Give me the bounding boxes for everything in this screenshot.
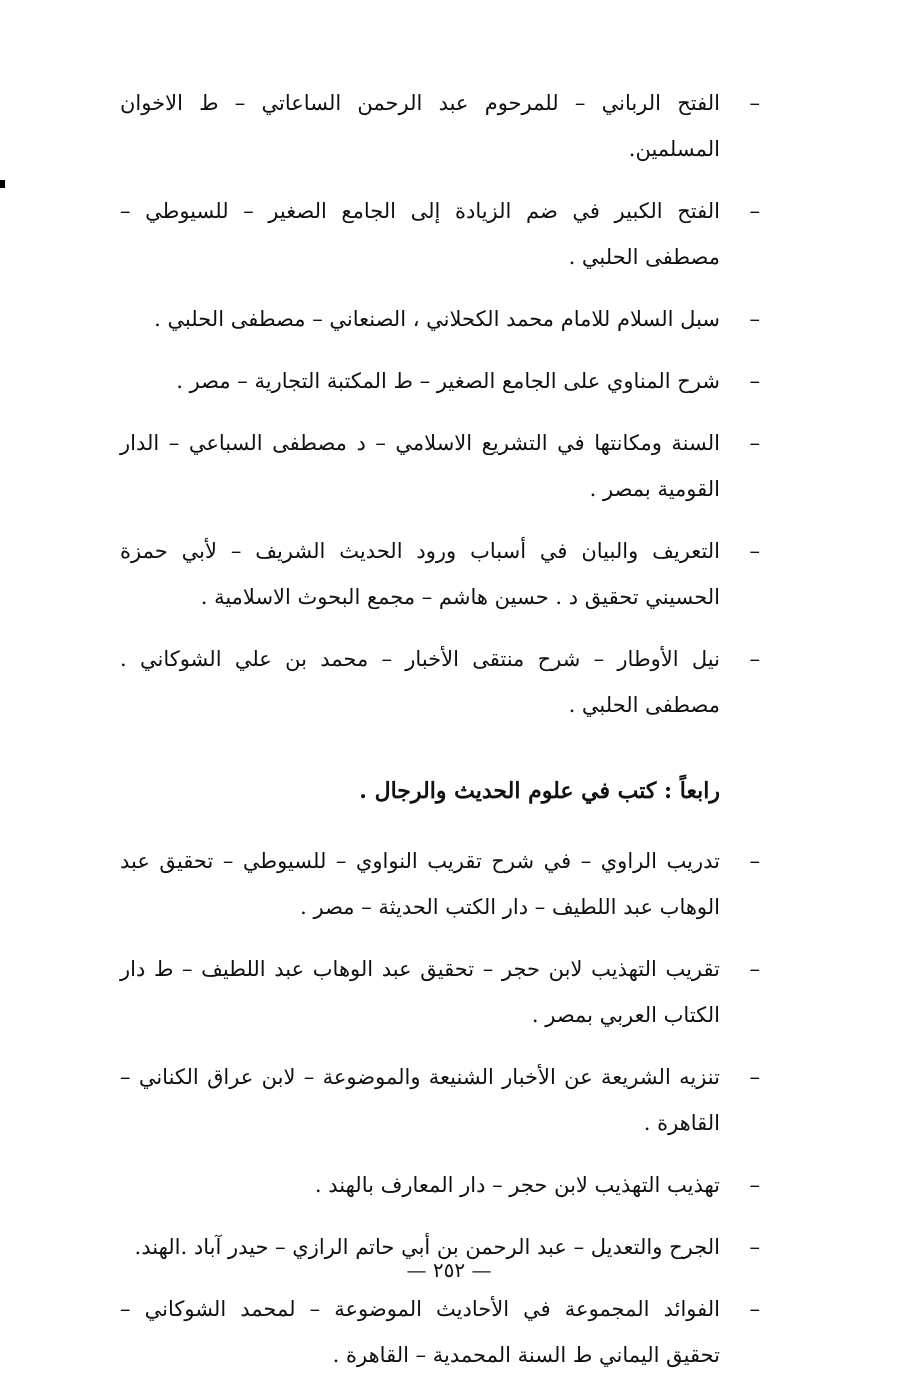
entry-dash: – xyxy=(749,647,760,671)
entry-dash: – xyxy=(749,369,760,393)
bibliography-page xyxy=(120,80,760,1394)
entry-dash: – xyxy=(749,307,760,331)
entry-dash: – xyxy=(749,539,760,563)
entry-dash: – xyxy=(749,91,760,115)
entry-text: تهذيب التهذيب لابن حجر – دار المعارف بالهند . xyxy=(314,1173,720,1197)
entry-text: الفتح الكبير في ضم الزيادة إلى الجامع الصغير – للسيوطي – مصطفى الحلبي . xyxy=(120,199,720,269)
entry-dash: – xyxy=(749,1297,760,1321)
entry-text: الجرح والتعديل – عبد الرحمن بن أبي حاتم الرازي – حيدر آباد .الهند. xyxy=(134,1235,720,1259)
entry-dash: – xyxy=(749,1065,760,1089)
entry xyxy=(120,188,760,280)
entry xyxy=(120,838,760,930)
entry-text: التعريف والبيان في أسباب ورود الحديث الشريف – لأبي حمزة الحسيني تحقيق د . حسين هاشم – مجمع البحوث الاسلامية . xyxy=(120,539,720,609)
entry-dash: – xyxy=(749,1235,760,1259)
entry xyxy=(120,358,760,404)
entry-text: شرح المناوي على الجامع الصغير – ط المكتبة التجارية – مصر . xyxy=(176,369,720,393)
entry-text: الفتح الرباني – للمرحوم عبد الرحمن الساعاتي – ط الاخوان المسلمين. xyxy=(120,91,720,161)
entry-dash: – xyxy=(749,1173,760,1197)
entry xyxy=(120,1162,760,1208)
margin-mark xyxy=(0,180,5,188)
entry-text: نيل الأوطار – شرح منتقى الأخبار – محمد بن علي الشوكاني . مصطفى الحلبي . xyxy=(120,647,720,717)
entry-dash: – xyxy=(749,431,760,455)
entry-text: سبل السلام للامام محمد الكحلاني ، الصنعاني – مصطفى الحلبي . xyxy=(154,307,720,331)
entry-text: الفوائد المجموعة في الأحاديث الموضوعة – لمحمد الشوكاني – تحقيق اليماني ط السنة المحمدية – القاهرة . xyxy=(120,1297,720,1367)
entry-text: تقريب التهذيب لابن حجر – تحقيق عبد الوهاب عبد اللطيف – ط دار الكتاب العربي بمصر . xyxy=(120,957,720,1027)
entry xyxy=(120,80,760,172)
entry xyxy=(120,296,760,342)
entry xyxy=(120,1054,760,1146)
page-number: — ٢٥٢ — xyxy=(406,1258,492,1282)
entry-dash: – xyxy=(749,849,760,873)
entry-text: تدريب الراوي – في شرح تقريب النواوي – للسيوطي – تحقيق عبد الوهاب عبد اللطيف – دار الكتب الحديثة – مصر . xyxy=(120,849,720,919)
entry-dash: – xyxy=(749,957,760,981)
entry xyxy=(120,1286,760,1378)
entry xyxy=(120,420,760,512)
section-1-entries xyxy=(120,80,760,728)
entry xyxy=(120,636,760,728)
entry-text: تنزيه الشريعة عن الأخبار الشنيعة والموضوعة – لابن عراق الكناني – القاهرة . xyxy=(120,1065,720,1135)
entry xyxy=(120,528,760,620)
section-2-entries xyxy=(120,838,760,1378)
entry xyxy=(120,946,760,1038)
section-heading: رابعاً : كتب في علوم الحديث والرجال . xyxy=(359,778,720,804)
entry-text: السنة ومكانتها في التشريع الاسلامي – د مصطفى السباعي – الدار القومية بمصر . xyxy=(120,431,720,501)
entry-dash: – xyxy=(749,199,760,223)
